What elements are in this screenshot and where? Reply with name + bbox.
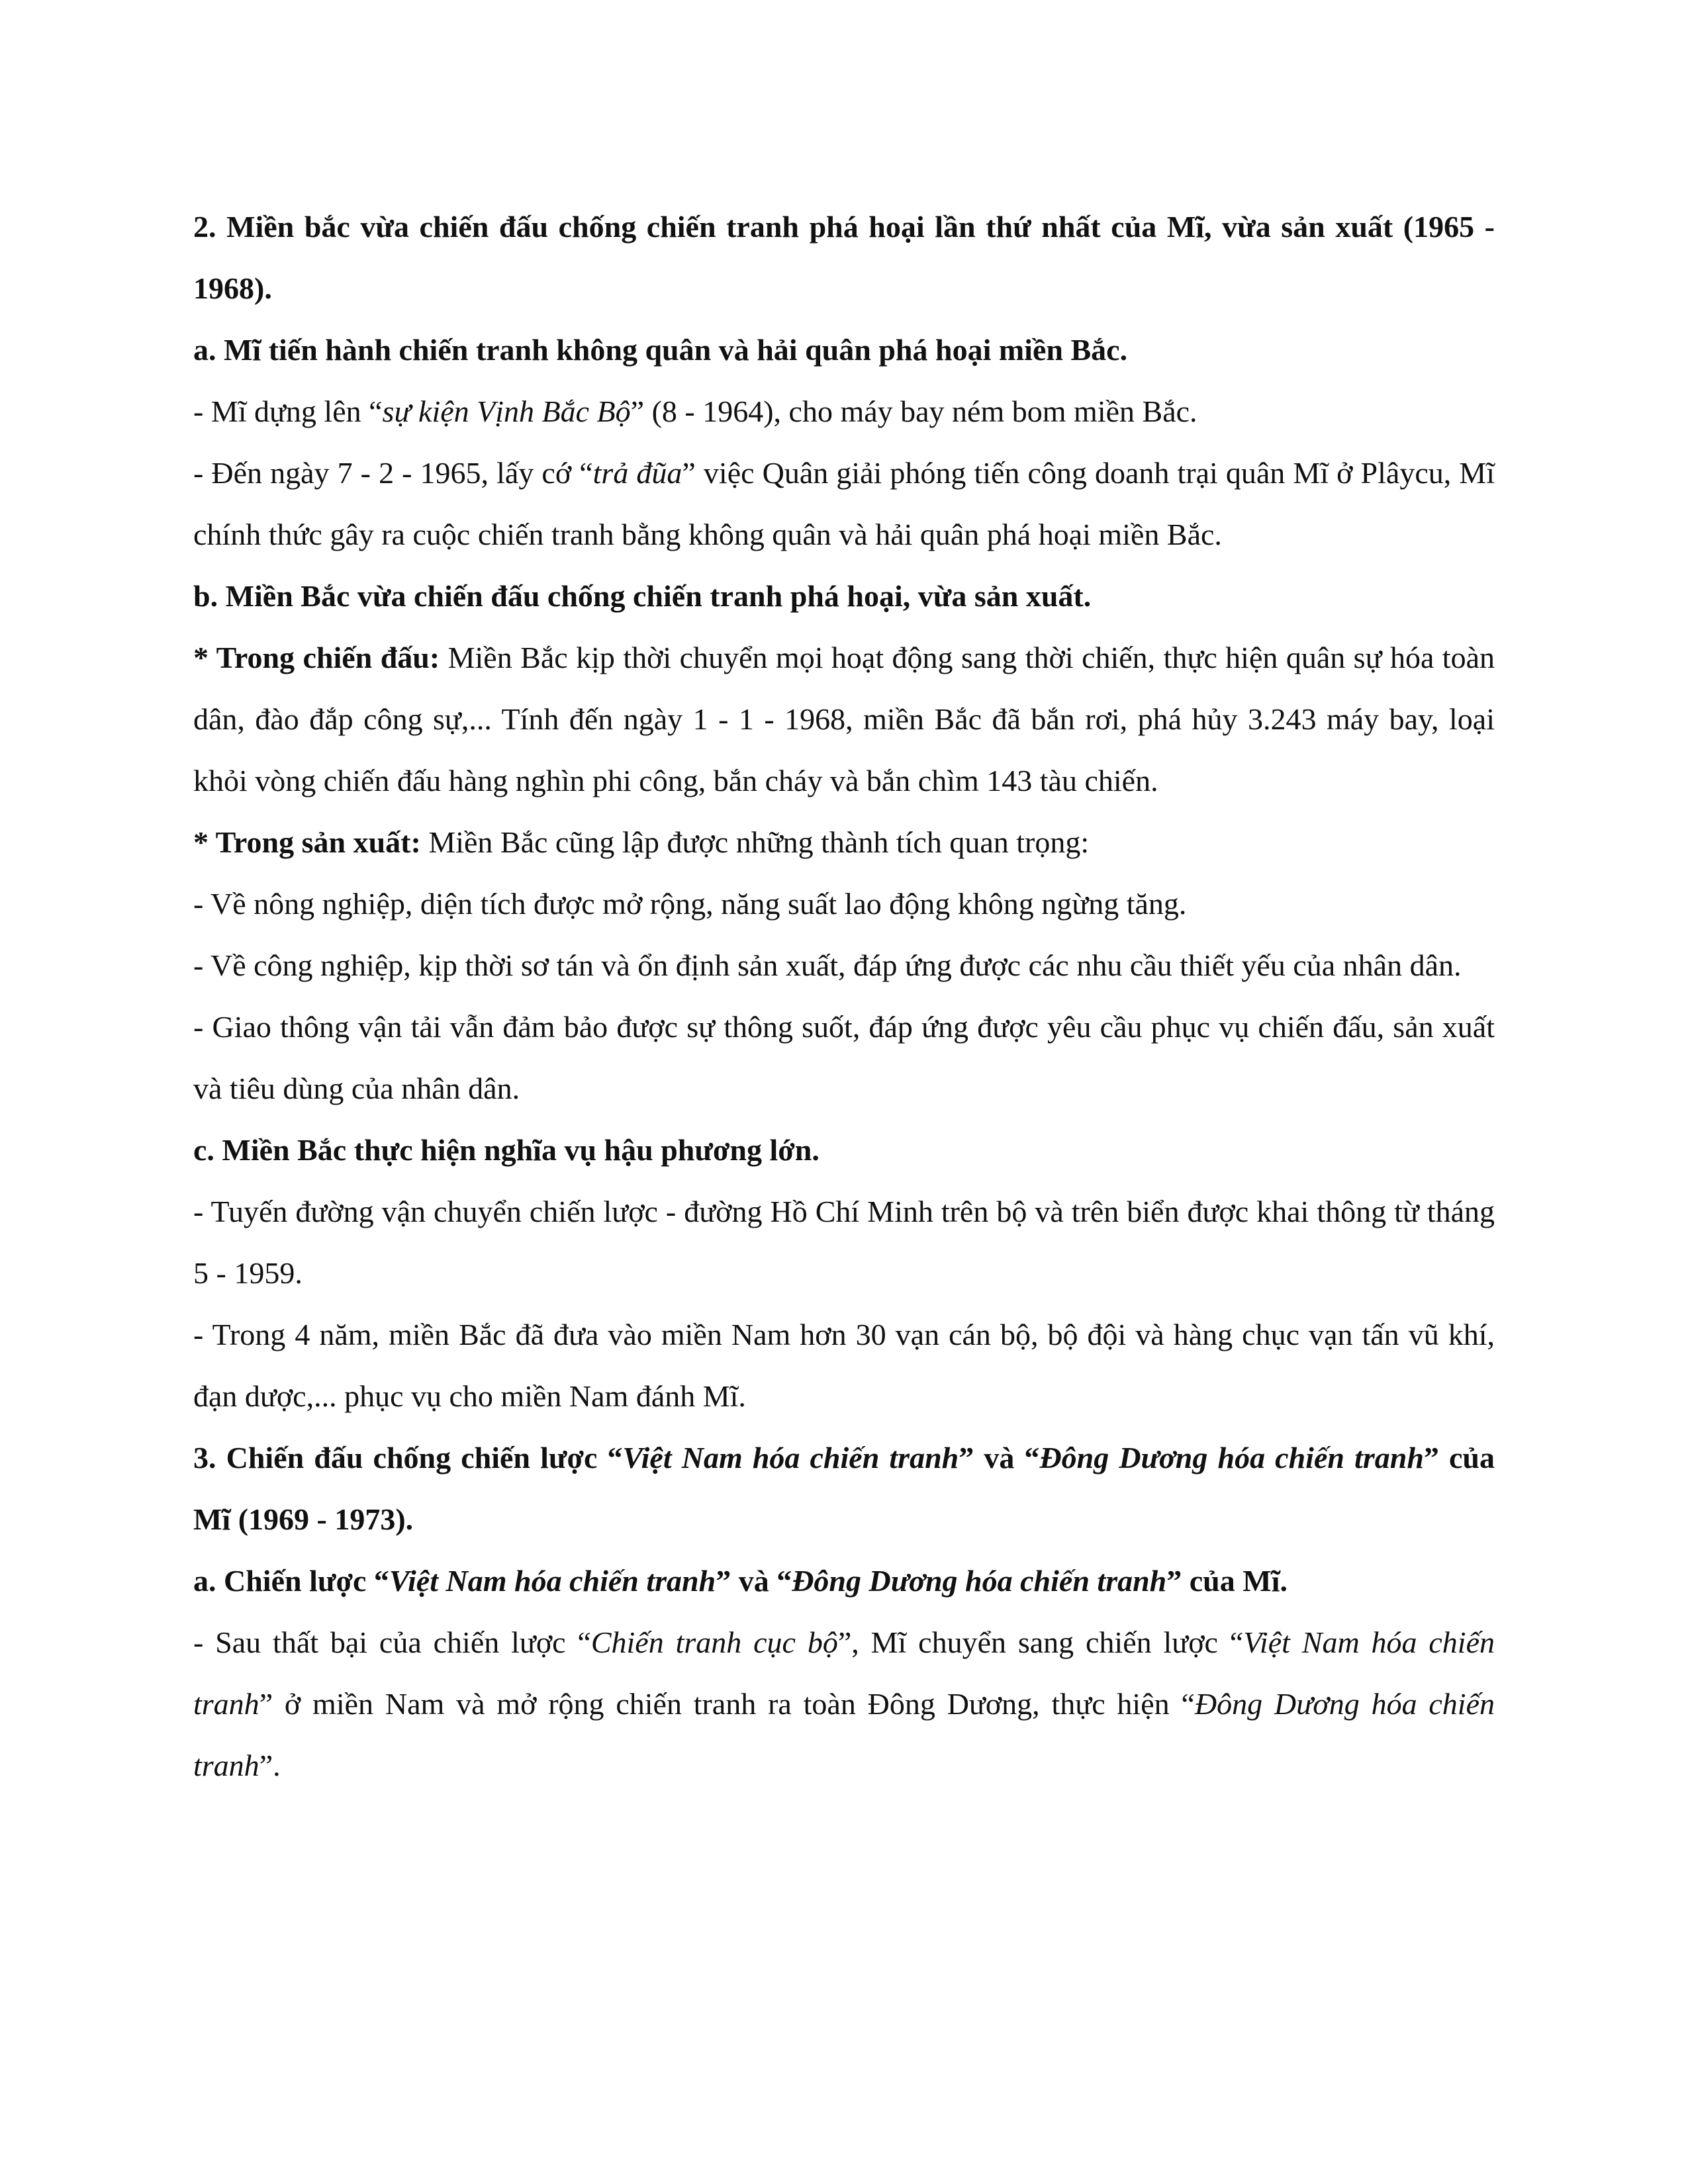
italic-term: Đông Dương hóa chiến tranh — [792, 1564, 1167, 1598]
section-3-heading — [193, 1427, 1495, 1550]
combat-label: * Trong chiến đấu: — [193, 641, 440, 674]
text-segment: - Sau thất bại của chiến lược “ — [193, 1625, 591, 1659]
document-page — [193, 196, 1495, 1796]
italic-term: Đông Dương hóa chiến tranh — [193, 1687, 1495, 1782]
italic-term: Việt Nam hóa chiến tranh — [193, 1625, 1495, 1721]
italic-term: sự kiện Vịnh Bắc Bộ — [382, 394, 631, 428]
text-segment: ” việc Quân giải phóng tiến công doanh trại quân Mĩ ở Plâycu, Mĩ chính thức gây ra cuộc chiến tranh bằng không quân và hải quân phá hoại miền Bắc. — [193, 456, 1495, 551]
italic-term: Việt Nam hóa chiến tranh — [389, 1564, 716, 1598]
paragraph-pleiku — [193, 442, 1495, 565]
text-segment: - Đến ngày 7 - 2 - 1965, lấy cớ “ — [193, 456, 593, 490]
list-item-support: - Trong 4 năm, miền Bắc đã đưa vào miền Nam hơn 30 vạn cán bộ, bộ đội và hàng chục vạn tấn vũ khí, đạn dược,... phục vụ cho miền Nam đánh Mĩ. — [193, 1318, 1495, 1413]
paragraph-gulf-of-tonkin — [193, 381, 1495, 442]
section-3a-heading — [193, 1550, 1495, 1612]
list-item-industry: - Về công nghiệp, kịp thời sơ tán và ổn định sản xuất, đáp ứng được các nhu cầu thiết yếu của nhân dân. — [193, 948, 1462, 982]
text-segment: - Mĩ dựng lên “ — [193, 394, 383, 428]
combat-text: Miền Bắc kịp thời chuyển mọi hoạt động sang thời chiến, thực hiện quân sự hóa toàn dân, đào đắp công sự,... Tính đến ngày 1 - 1 - 1968, miền Bắc đã bắn rơi, phá hủy 3.243 máy bay, loại khỏi vòng chiến đấu hàng nghìn phi công, bắn cháy và bắn chìm 143 tàu chiến. — [193, 641, 1495, 797]
section-2-heading: 2. Miền bắc vừa chiến đấu chống chiến tranh phá hoại lần thứ nhất của Mĩ, vừa sản xuất (1965 - 1968). — [193, 210, 1495, 305]
heading-segment: ” và “ — [716, 1564, 792, 1598]
heading-segment: 3. Chiến đấu chống chiến lược “ — [193, 1441, 623, 1475]
italic-term: trả đũa — [592, 456, 682, 490]
text-segment: ” (8 - 1964), cho máy bay ném bom miền Bắc. — [630, 394, 1197, 428]
heading-segment: ” của Mĩ. — [1166, 1564, 1288, 1598]
italic-term: Chiến tranh cục bộ — [590, 1625, 838, 1659]
production-text: Miền Bắc cũng lập được những thành tích quan trọng: — [420, 825, 1090, 859]
italic-term: Đông Dương hóa chiến tranh — [1039, 1441, 1424, 1475]
heading-segment: a. Chiến lược “ — [193, 1564, 389, 1598]
list-item-agriculture: - Về nông nghiệp, diện tích được mở rộng, năng suất lao động không ngừng tăng. — [193, 887, 1187, 921]
production-label: * Trong sản xuất: — [193, 825, 421, 859]
list-item-transport: - Giao thông vận tải vẫn đảm bảo được sự thông suốt, đáp ứng được yêu cầu phục vụ chiến đấu, sản xuất và tiêu dùng của nhân dân. — [193, 1010, 1495, 1105]
section-2a-heading: a. Mĩ tiến hành chiến tranh không quân và hải quân phá hoại miền Bắc. — [193, 333, 1128, 367]
heading-segment: ” của Mĩ (1969 - 1973). — [193, 1441, 1495, 1536]
section-2c-heading: c. Miền Bắc thực hiện nghĩa vụ hậu phương lớn. — [193, 1133, 820, 1167]
paragraph-production — [193, 811, 1495, 873]
list-item-ho-chi-minh-trail: - Tuyến đường vận chuyển chiến lược - đường Hồ Chí Minh trên bộ và trên biển được khai thông từ tháng 5 - 1959. — [193, 1195, 1495, 1290]
section-2b-heading: b. Miền Bắc vừa chiến đấu chống chiến tranh phá hoại, vừa sản xuất. — [193, 579, 1092, 613]
text-segment: ” ở miền Nam và mở rộng chiến tranh ra toàn Đông Dương, thực hiện “ — [259, 1687, 1195, 1721]
heading-segment: ” và “ — [959, 1441, 1040, 1475]
italic-term: Việt Nam hóa chiến tranh — [622, 1441, 959, 1475]
text-segment: ”. — [259, 1749, 281, 1782]
text-segment: ”, Mĩ chuyển sang chiến lược “ — [837, 1625, 1244, 1659]
paragraph-vietnamization — [193, 1612, 1495, 1796]
paragraph-combat — [193, 627, 1495, 811]
